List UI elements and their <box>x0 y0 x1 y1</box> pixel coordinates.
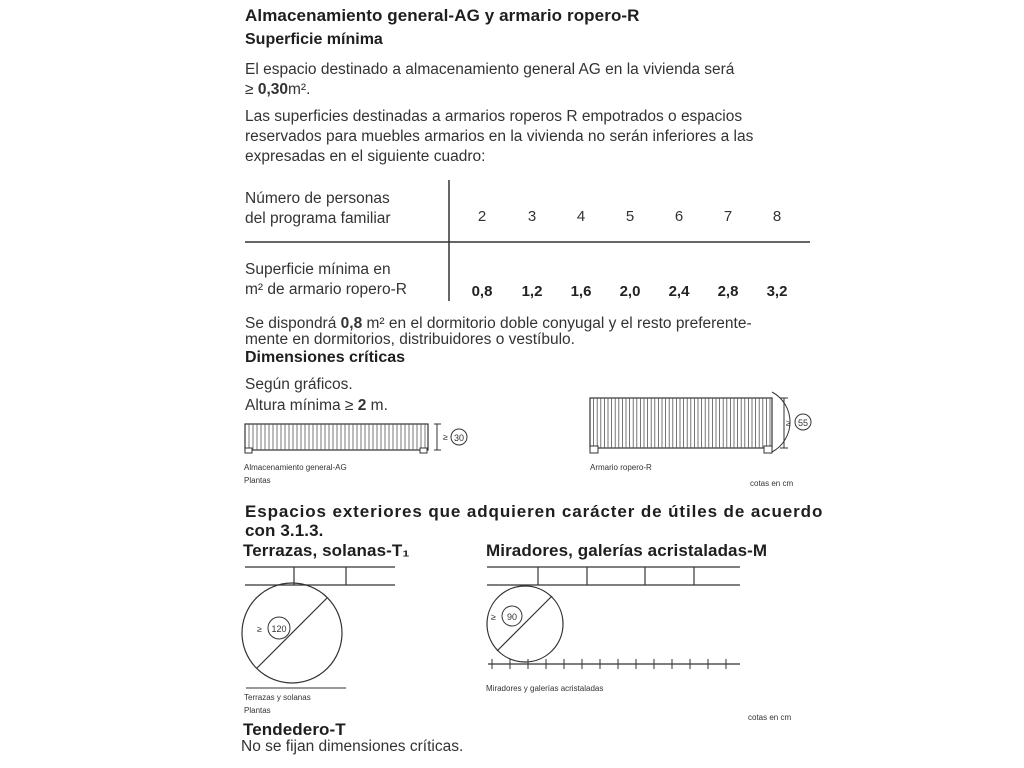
persons-value: 7 <box>723 208 733 225</box>
min-storage-value: 0,30 <box>257 81 288 98</box>
fig3-dim-prefix: ≥ <box>257 624 262 634</box>
min-storage-unit: m². <box>288 81 311 98</box>
fig4-dim-prefix: ≥ <box>491 612 496 622</box>
fig4-caption: Miradores y galerías acristaladas <box>486 684 604 693</box>
fig2-dim-prefix: ≥ <box>786 418 791 428</box>
persons-value: 3 <box>527 208 537 225</box>
fig1-storage-plan <box>245 424 467 453</box>
table-row2-label-line1: Superficie mínima en <box>245 261 391 278</box>
fig2-hatch <box>594 398 770 448</box>
fig1-foot-left <box>245 448 252 453</box>
fig2-foot-right <box>764 446 772 453</box>
surface-value: 1,6 <box>570 283 592 300</box>
paragraph-1-line-1: El espacio destinado a almacenamiento general AG en la vivienda será <box>245 61 735 78</box>
surface-value: 2,4 <box>668 283 690 300</box>
paragraph-2-line-1: Las superficies destinadas a armarios roperos R empotrados o espacios <box>245 108 743 125</box>
fig1-caption: Almacenamiento general-AG <box>244 463 347 472</box>
fig1-caption-plantas: Plantas <box>244 476 271 485</box>
paragraph-3-text-c: m² en el dormitorio doble conyugal y el resto preferente- <box>362 315 752 332</box>
paragraph-3-text-a: Se dispondrá <box>245 315 341 332</box>
critical-dimensions-heading: Dimensiones críticas <box>245 349 406 366</box>
paragraph-2-line-2: reservados para muebles armarios en la vivienda no serán inferiores a las <box>245 128 754 145</box>
table-row1-label-line1: Número de personas <box>245 190 390 207</box>
tendedero-text: No se fijan dimensiones críticas. <box>241 738 464 755</box>
subtitle-minimum-surface: Superficie mínima <box>245 31 383 48</box>
persons-value: 2 <box>477 208 487 225</box>
fig2-caption: Armario ropero-R <box>590 463 652 472</box>
surface-value: 3,2 <box>766 283 788 300</box>
fig3-terrace-plan <box>242 567 395 688</box>
fig1-dim-prefix: ≥ <box>443 432 448 442</box>
min-height-unit: m. <box>366 397 388 414</box>
paragraph-3-bold-value: 0,8 <box>340 315 363 332</box>
table-row2-label-line2: m² de armario ropero-R <box>245 281 407 298</box>
section-title: Almacenamiento general-AG y armario ropero-R <box>245 6 640 25</box>
surface-value: 2,0 <box>619 283 641 300</box>
fig1-outline <box>245 424 428 450</box>
table-row1-label-line2: del programa familiar <box>245 210 391 227</box>
persons-value: 5 <box>625 208 635 225</box>
surface-value: 1,2 <box>521 283 543 300</box>
tendedero-heading: Tendedero-T <box>243 720 346 739</box>
dims-line-1: Según gráficos. <box>245 376 353 393</box>
terrazas-heading: Terrazas, solanas-T₁ <box>243 541 410 560</box>
exterior-heading-line-1: Espacios exteriores que adquieren carácter de útiles de acuerdo <box>245 502 824 521</box>
ge-symbol: ≥ <box>245 81 258 98</box>
paragraph-3-line-2: mente en dormitorios, distribuidores o vestíbulo. <box>245 331 575 348</box>
persons-value: 8 <box>772 208 782 225</box>
miradores-heading: Miradores, galerías acristaladas-M <box>486 541 768 560</box>
fig2-units: cotas en cm <box>750 479 794 488</box>
fig3-caption-plantas: Plantas <box>244 706 271 715</box>
fig2-wardrobe-plan <box>590 392 811 453</box>
min-height-value: 2 <box>357 397 367 414</box>
fig4-circle <box>487 586 563 662</box>
fig3-diameter <box>257 598 327 668</box>
paragraph-2-line-3: expresadas en el siguiente cuadro: <box>245 148 486 165</box>
persons-value: 4 <box>576 208 586 225</box>
fig4-units: cotas en cm <box>748 713 792 722</box>
fig3-dim-label: 120 <box>271 624 287 634</box>
surface-value: 0,8 <box>471 283 493 300</box>
fig3-caption: Terrazas y solanas <box>244 693 311 702</box>
surface-value: 2,8 <box>717 283 739 300</box>
min-height-text: Altura mínima ≥ <box>245 397 358 414</box>
fig1-dim-label: 30 <box>453 433 465 443</box>
fig2-foot-left <box>590 446 598 453</box>
persons-value: 6 <box>674 208 684 225</box>
fig2-dim-label: 55 <box>797 418 809 428</box>
exterior-heading-line-2: con 3.1.3. <box>245 521 324 540</box>
fig4-gallery-plan <box>487 567 740 669</box>
fig1-hatch <box>249 424 425 450</box>
fig4-dim-label: 90 <box>506 612 518 622</box>
fig1-foot-right <box>420 448 427 453</box>
